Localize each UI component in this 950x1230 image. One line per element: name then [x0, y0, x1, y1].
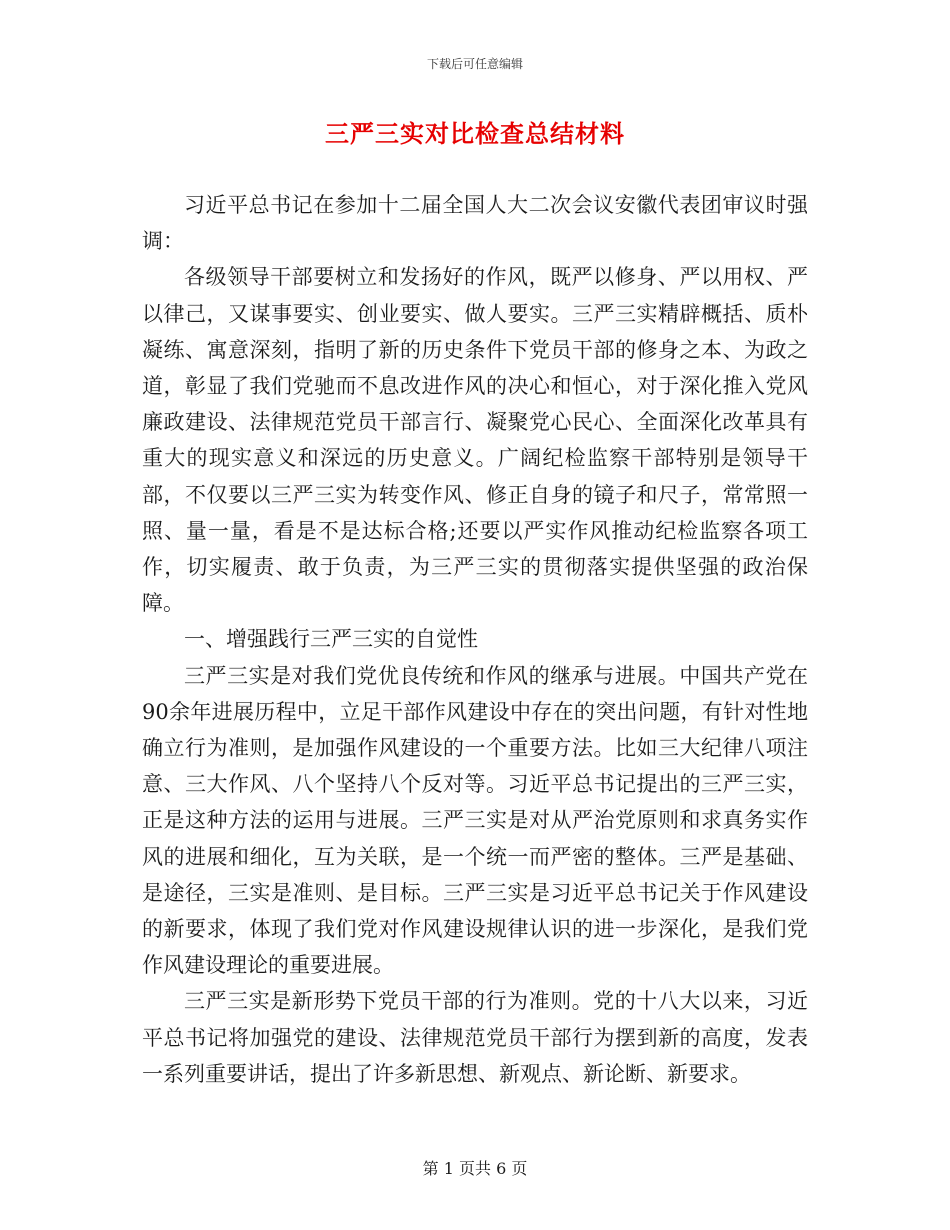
paragraph-body: 三严三实是新形势下党员干部的行为准则。党的十八大以来，习近平总书记将加强党的建设、法律规范党员干部行为摆到新的高度，发表一系列重要讲话，提出了许多新思想、新观点、新论断、新要求。 [142, 989, 808, 1086]
page-number: 第 1 页共 6 页 [422, 1159, 528, 1178]
paragraph-body: 三严三实是对我们党优良传统和作风的继承与进展。中国共产党在90余年进展历程中，立足干部作风建设中存在的突出问题，有针对性地确立行为准则，是加强作风建设的一个重要方法。比如三大纪律八项注意、三大作风、八个坚持八个反对等。习近平总书记提出的三严三实，正是这种方法的运用与进展。三严三实是对从严治党原则和求真务实作风的进展和细化，互为关联，是一个统一而严密的整体。三严是基础、是途径，三实是准则、是目标。三严三实是习近平总书记关于作风建设的新要求，体现了我们党对作风建设规律认识的进一步深化，是我们党作风建设理论的重要进展。 [142, 663, 808, 978]
document-title: 三严三实对比检查总结材料 [325, 120, 625, 148]
paragraph-quote: 各级领导干部要树立和发扬好的作风，既严以修身、严以用权、严以律己，又谋事要实、创业要实、做人要实。三严三实精辟概括、质朴凝练、寓意深刻，指明了新的历史条件下党员干部的修身之本、为政之道，彰显了我们党驰而不息改进作风的决心和恒心，对于深化推入党风廉政建设、法律规范党员干部言行、凝聚党心民心、全面深化改革具有重大的现实意义和深远的历史意义。广阔纪检监察干部特别是领导干部，不仅要以三严三实为转变作风、修正自身的镜子和尺子，常常照一照、量一量，看是不是达标合格;还要以严实作风推动纪检监察各项工作，切实履责、敢于负责，为三严三实的贯彻落实提供坚强的政治保障。 [142, 265, 808, 616]
section-heading: 一、增强践行三严三实的自觉性 [184, 627, 478, 652]
document-body [142, 187, 808, 1092]
header-note: 下载后可任意编辑 [426, 57, 523, 71]
paragraph-intro: 习近平总书记在参加十二届全国人大二次会议安徽代表团审议时强调： [142, 193, 808, 254]
